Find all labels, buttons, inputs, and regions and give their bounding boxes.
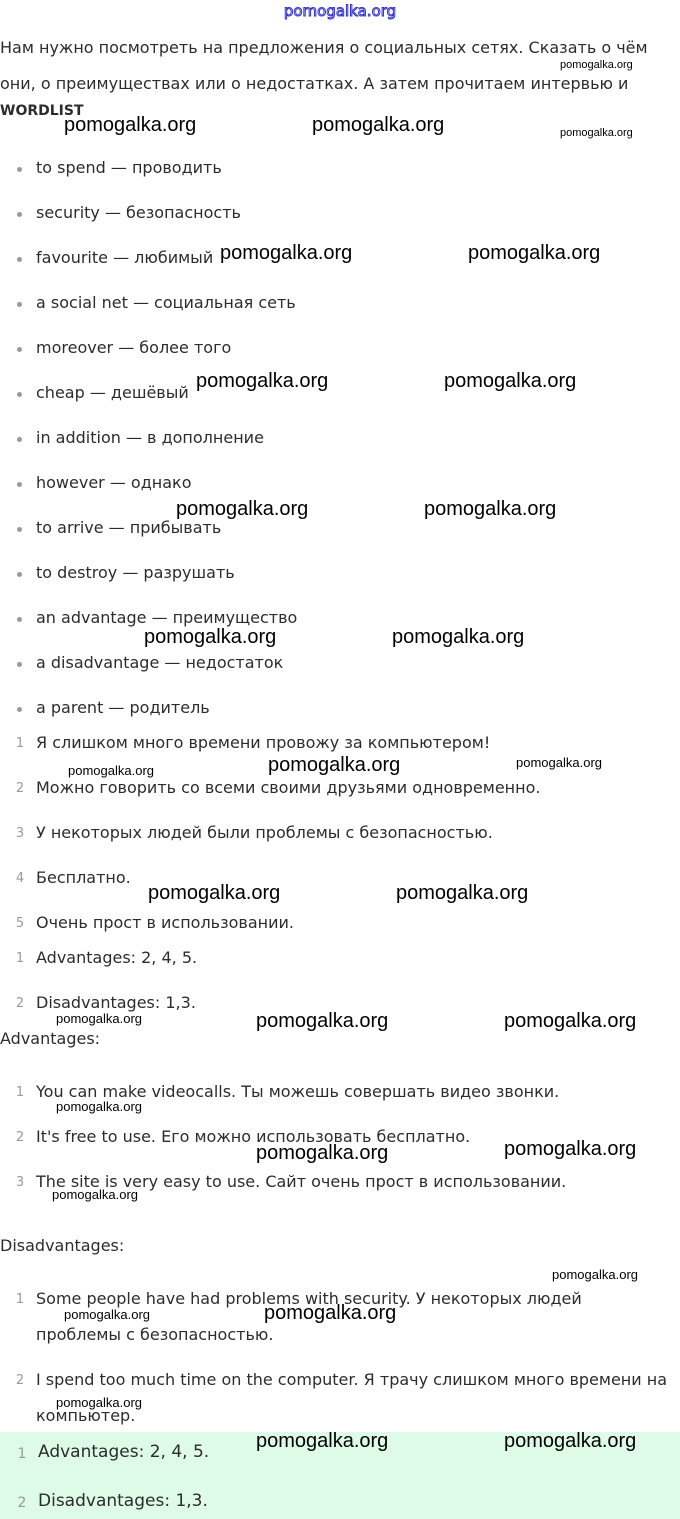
watermark: pomogalka.org: [560, 59, 633, 71]
watermark: pomogalka.org: [504, 1138, 637, 1160]
watermark: pomogalka.org: [56, 1099, 142, 1114]
bullet-icon: [17, 257, 22, 262]
bullet-icon: [17, 347, 22, 352]
watermark: pomogalka.org: [56, 1395, 142, 1410]
watermark: pomogalka.org: [504, 1010, 637, 1032]
watermark: pomogalka.org: [516, 755, 602, 770]
watermark: pomogalka.org: [68, 763, 154, 778]
watermark: pomogalka.org: [424, 498, 557, 520]
watermark: pomogalka.org: [56, 1011, 142, 1026]
site-watermark: pomogalka.org: [283, 2, 397, 20]
bullet-icon: [17, 392, 22, 397]
watermark: pomogalka.org: [560, 127, 633, 139]
bullet-icon: [17, 212, 22, 217]
watermark: pomogalka.org: [176, 498, 309, 520]
watermark: pomogalka.org: [52, 1187, 138, 1202]
watermark: pomogalka.org: [396, 882, 529, 904]
watermark: pomogalka.org: [444, 370, 577, 392]
bullet-icon: [17, 167, 22, 172]
bullet-icon: [17, 707, 22, 712]
intro-paragraph: Нам нужно посмотреть на предложения о социальных сетях. Сказать о чём они, о преимуществах или о недостатках. А затем прочитаем интервью и: [0, 38, 648, 93]
watermark: pomogalka.org: [220, 242, 353, 264]
watermark: pomogalka.org: [256, 1142, 389, 1164]
watermark: pomogalka.org: [264, 1302, 397, 1324]
watermark: pomogalka.org: [504, 1430, 637, 1452]
answer-disadvantages: Disadvantages: 1,3.: [38, 1491, 208, 1511]
bullet-icon: [17, 482, 22, 487]
watermark: pomogalka.org: [256, 1010, 389, 1032]
watermark: pomogalka.org: [196, 370, 329, 392]
disadvantages-label: Disadvantages:: [0, 1236, 125, 1255]
bullet-icon: [17, 662, 22, 667]
bullet-icon: [17, 437, 22, 442]
bullet-icon: [17, 302, 22, 307]
watermark: pomogalka.org: [392, 626, 525, 648]
watermark: pomogalka.org: [148, 882, 281, 904]
bullet-icon: [17, 572, 22, 577]
watermark: pomogalka.org: [312, 114, 445, 136]
bullet-icon: [17, 527, 22, 532]
watermark: pomogalka.org: [268, 754, 401, 776]
watermark: pomogalka.org: [256, 1430, 389, 1452]
watermark: pomogalka.org: [64, 1307, 150, 1322]
bullet-icon: [17, 617, 22, 622]
watermark: pomogalka.org: [468, 242, 601, 264]
watermark: pomogalka.org: [64, 114, 197, 136]
watermark: pomogalka.org: [552, 1267, 638, 1282]
answer-advantages: Advantages: 2, 4, 5.: [38, 1442, 210, 1462]
advantages-label: Advantages:: [0, 1029, 101, 1048]
answer-box: 1 Advantages: 2, 4, 5. 2 Disadvantages: 1,3.: [0, 1432, 680, 1519]
watermark: pomogalka.org: [144, 626, 277, 648]
wordlist-heading: WORDLIST: [0, 103, 84, 119]
